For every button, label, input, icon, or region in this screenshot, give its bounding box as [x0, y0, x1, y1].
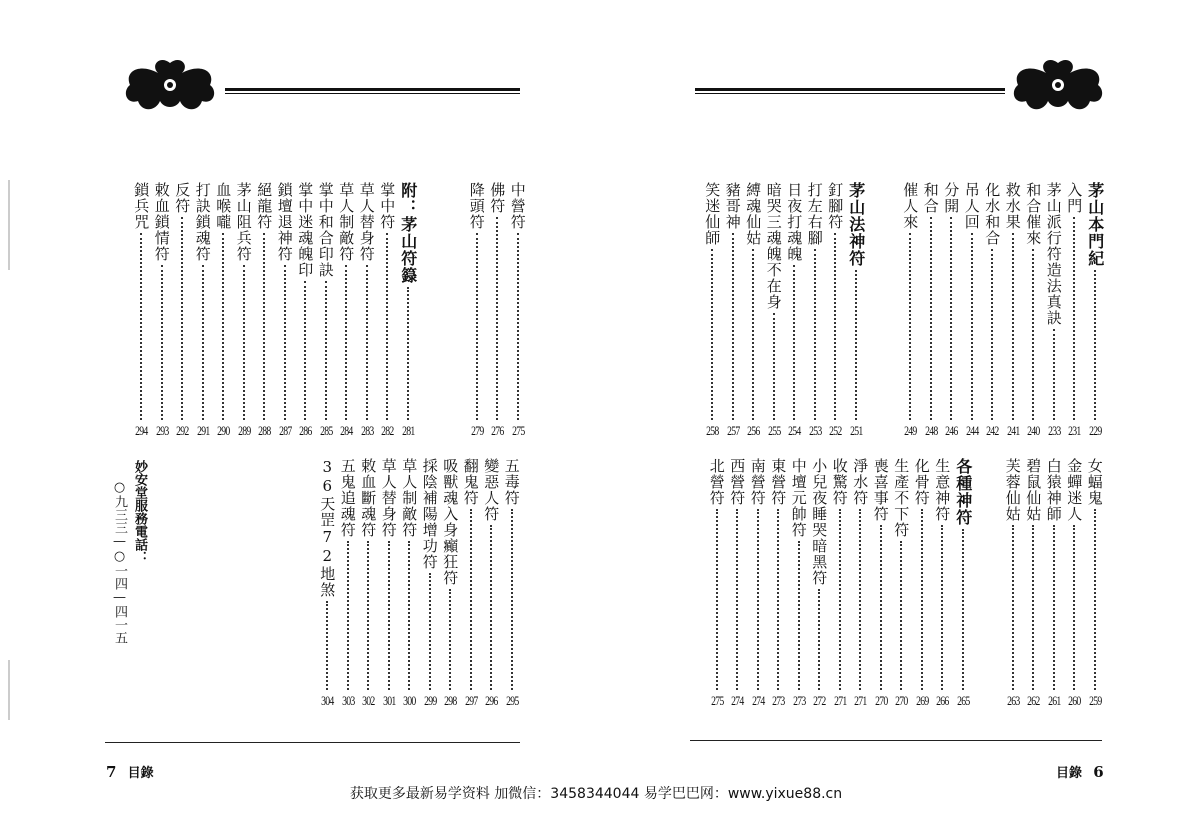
- entry-title: 茅山阻兵符: [234, 182, 253, 262]
- footer-rule: [105, 742, 520, 743]
- toc-entry: [748, 458, 769, 708]
- entry-title: 暗哭三魂魄不在身: [764, 182, 783, 310]
- entry-title: 芙蓉仙姑: [1003, 458, 1022, 522]
- dot-leader: [496, 217, 498, 420]
- toc-entry: [131, 182, 152, 438]
- entry-title: 催人來: [901, 182, 920, 230]
- dot-leader: [366, 265, 368, 420]
- dot-leader: [1053, 329, 1055, 420]
- entry-title: 北營符: [707, 458, 726, 506]
- entry-title: 掌中迷魂魄印: [296, 182, 315, 278]
- dot-leader: [950, 217, 952, 420]
- toc-entry: [743, 182, 764, 438]
- toc-entry: [784, 182, 805, 438]
- toc-entry: [1064, 182, 1085, 438]
- dot-leader: [1053, 525, 1055, 690]
- entry-page-number: 240: [1027, 423, 1040, 438]
- dot-leader: [517, 233, 519, 420]
- dot-leader: [222, 233, 224, 420]
- entry-title: 絕龍符: [255, 182, 274, 230]
- dot-leader: [818, 589, 820, 690]
- entry-page-number: 258: [706, 423, 719, 438]
- dot-leader: [880, 525, 882, 690]
- toc-entry: [399, 458, 420, 708]
- toc-entry: [1044, 182, 1065, 438]
- entry-page-number: 279: [470, 423, 483, 438]
- entry-page-number: 273: [772, 693, 785, 708]
- toc-entry: [1003, 458, 1024, 708]
- toc-entry: [825, 182, 846, 438]
- entry-title: 降頭符: [467, 182, 486, 230]
- entry-title: 南營符: [748, 458, 767, 506]
- footer-rule: [690, 740, 1102, 741]
- toc-entry: [357, 182, 378, 438]
- entry-title: 佛符: [488, 182, 507, 214]
- toc-entry: [941, 182, 962, 438]
- toc-entry: [481, 458, 502, 708]
- dot-leader: [855, 270, 857, 420]
- dot-leader: [470, 509, 472, 690]
- entry-title: 收驚符: [830, 458, 849, 506]
- entry-page-number: 251: [849, 423, 862, 438]
- entry-title: 草人替身符: [357, 182, 376, 262]
- toc-group: [900, 182, 1105, 438]
- entry-title: 笑迷仙師: [703, 182, 722, 246]
- toc-group: [131, 182, 418, 438]
- toc-entry: [338, 458, 359, 708]
- toc-entry: [702, 182, 723, 438]
- entry-title: 吸獸魂入身癲狂符: [441, 458, 460, 586]
- entry-title: 和合: [921, 182, 940, 214]
- dot-leader: [1073, 217, 1075, 420]
- toc-entry: [377, 182, 398, 438]
- entry-title: 分開: [942, 182, 961, 214]
- entry-title: 生產不下符: [892, 458, 911, 538]
- dot-leader: [1012, 525, 1014, 690]
- dot-leader: [777, 509, 779, 690]
- toc-entry: [912, 458, 933, 708]
- dot-leader: [1094, 509, 1096, 690]
- entry-page-number: 233: [1047, 423, 1060, 438]
- entry-page-number: 256: [747, 423, 760, 438]
- header-rule: [695, 88, 1005, 94]
- toc-entry: [768, 458, 789, 708]
- entry-title: 和合催來: [1024, 182, 1043, 246]
- entry-title: 縛魂仙姑: [744, 182, 763, 246]
- dot-leader: [752, 249, 754, 420]
- entry-title: 變惡人符: [482, 458, 501, 522]
- dot-leader: [757, 509, 759, 690]
- entry-page-number: 270: [895, 693, 908, 708]
- dot-leader: [407, 287, 409, 420]
- entry-page-number: 255: [767, 423, 780, 438]
- entry-page-number: 283: [360, 423, 373, 438]
- entry-title: 入門: [1065, 182, 1084, 214]
- entry-page-number: 297: [464, 693, 477, 708]
- entry-page-number: 248: [924, 423, 937, 438]
- toc-entry: [467, 182, 488, 438]
- entry-page-number: 253: [808, 423, 821, 438]
- dot-leader: [839, 509, 841, 690]
- dot-leader: [388, 541, 390, 690]
- entry-title: 東營符: [769, 458, 788, 506]
- entry-title: 鎖兵咒: [132, 182, 151, 230]
- entry-page-number: 300: [403, 693, 416, 708]
- toc-entry: [398, 182, 419, 438]
- entry-page-number: 276: [491, 423, 504, 438]
- entry-title: 西營符: [728, 458, 747, 506]
- entry-page-number: 269: [915, 693, 928, 708]
- entry-title: 日夜打魂魄: [785, 182, 804, 262]
- toc-group: [317, 458, 522, 708]
- entry-page-number: 303: [341, 693, 354, 708]
- entry-page-number: 254: [788, 423, 801, 438]
- toc-entry: [1064, 458, 1085, 708]
- toc-entry: [891, 458, 912, 708]
- dot-leader: [181, 217, 183, 420]
- entry-page-number: 275: [511, 423, 524, 438]
- toc-entry: [461, 458, 482, 708]
- entry-title: 化水和合: [983, 182, 1002, 246]
- entry-page-number: 284: [340, 423, 353, 438]
- entry-title: 喪喜事符: [871, 458, 890, 522]
- scan-edge-mark: [8, 180, 10, 270]
- entry-title: 掌中和合印訣: [316, 182, 335, 278]
- toc-entry: [317, 458, 338, 708]
- section-heading: 茅山本門紀: [1085, 182, 1105, 267]
- entry-title: 化骨符: [912, 458, 931, 506]
- toc-entry: [502, 458, 523, 708]
- entry-page-number: 244: [965, 423, 978, 438]
- toc-group: [702, 182, 866, 438]
- dot-leader: [476, 233, 478, 420]
- toc-entry: [1085, 182, 1106, 438]
- entry-title: 草人制敵符: [400, 458, 419, 538]
- toc-entry: [707, 458, 728, 708]
- toc-entry: [358, 458, 379, 708]
- entry-page-number: 257: [726, 423, 739, 438]
- toc-entry: [809, 458, 830, 708]
- dot-leader: [1094, 270, 1096, 420]
- dot-leader: [1073, 525, 1075, 690]
- dot-leader: [716, 509, 718, 690]
- entry-page-number: 287: [278, 423, 291, 438]
- entry-title: 翻鬼符: [461, 458, 480, 506]
- entry-title: 36天罡72地煞: [318, 458, 337, 598]
- entry-page-number: 285: [319, 423, 332, 438]
- toc-entry: [723, 182, 744, 438]
- dot-leader: [284, 265, 286, 420]
- footer-label: 目錄: [1056, 766, 1083, 781]
- dot-leader: [941, 525, 943, 690]
- entry-title: 血喉嚨: [214, 182, 233, 230]
- watermark-text: 获取更多最新易学资料 加微信：3458344044 易学巴巴网：www.yixue88.cn: [349, 786, 843, 802]
- dot-leader: [1012, 233, 1014, 420]
- dot-leader: [367, 541, 369, 690]
- dot-leader: [304, 281, 306, 420]
- toc-entry: [982, 182, 1003, 438]
- dot-leader: [386, 233, 388, 420]
- entry-title: 豬哥神: [723, 182, 742, 230]
- entry-title: 採陰補陽增功符: [420, 458, 439, 570]
- entry-title: 中壇元帥符: [789, 458, 808, 538]
- entry-page-number: 272: [813, 693, 826, 708]
- entry-page-number: 301: [382, 693, 395, 708]
- toc-entry: [871, 458, 892, 708]
- entry-page-number: 271: [833, 693, 846, 708]
- toc-entry: [953, 458, 974, 708]
- entry-page-number: 261: [1047, 693, 1060, 708]
- entry-title: 碧鼠仙姑: [1024, 458, 1043, 522]
- dot-leader: [1032, 525, 1034, 690]
- toc-entry: [316, 182, 337, 438]
- entry-page-number: 242: [986, 423, 999, 438]
- dot-leader: [243, 265, 245, 420]
- entry-page-number: 281: [401, 423, 414, 438]
- toc-entry: [213, 182, 234, 438]
- header-rule: [225, 88, 520, 94]
- dot-leader: [511, 509, 513, 690]
- entry-page-number: 289: [237, 423, 250, 438]
- toc-entry: [336, 182, 357, 438]
- toc-entry: [295, 182, 316, 438]
- dot-leader: [345, 265, 347, 420]
- toc-entry: [805, 182, 826, 438]
- toc-group: [1003, 458, 1106, 708]
- dot-leader: [773, 313, 775, 420]
- contact-label: 妙安堂服務電話：: [132, 460, 147, 564]
- dot-leader: [909, 233, 911, 420]
- entry-page-number: 263: [1006, 693, 1019, 708]
- entry-title: 鎖壇退神符: [275, 182, 294, 262]
- dot-leader: [711, 249, 713, 420]
- floral-ornament-icon: [1008, 55, 1108, 117]
- toc-entry: [420, 458, 441, 708]
- contact-phone: ○九三三—○一四—四一五: [112, 480, 127, 644]
- toc-entry: [379, 458, 400, 708]
- entry-page-number: 291: [196, 423, 209, 438]
- entry-page-number: 302: [362, 693, 375, 708]
- entry-page-number: 299: [423, 693, 436, 708]
- toc-entry: [254, 182, 275, 438]
- entry-title: 草人制敵符: [337, 182, 356, 262]
- entry-page-number: 274: [731, 693, 744, 708]
- entry-title: 掌中符: [378, 182, 397, 230]
- entry-title: 草人替身符: [379, 458, 398, 538]
- toc-group: [467, 182, 529, 438]
- toc-entry: [1003, 182, 1024, 438]
- entry-page-number: 266: [936, 693, 949, 708]
- entry-title: 敕血斷魂符: [359, 458, 378, 538]
- entry-title: 茅山派行符造法真訣: [1044, 182, 1063, 326]
- dot-leader: [429, 573, 431, 690]
- toc-entry: [727, 458, 748, 708]
- page-number: 6: [1093, 763, 1104, 781]
- toc-entry: [172, 182, 193, 438]
- entry-page-number: 229: [1088, 423, 1101, 438]
- entry-title: 白猿神師: [1044, 458, 1063, 522]
- dot-leader: [814, 249, 816, 420]
- dot-leader: [793, 265, 795, 420]
- entry-title: 五鬼追魂符: [338, 458, 357, 538]
- toc-entry: [846, 182, 867, 438]
- dot-leader: [449, 589, 451, 690]
- entry-page-number: 290: [217, 423, 230, 438]
- toc-entry: [193, 182, 214, 438]
- entry-title: 生意神符: [933, 458, 952, 522]
- toc-entry: [440, 458, 461, 708]
- entry-page-number: 265: [956, 693, 969, 708]
- dot-leader: [732, 233, 734, 420]
- toc-entry: [508, 182, 529, 438]
- entry-page-number: 304: [321, 693, 334, 708]
- dot-leader: [1032, 249, 1034, 420]
- toc-entry: [921, 182, 942, 438]
- dot-leader: [991, 249, 993, 420]
- dot-leader: [834, 233, 836, 420]
- toc-entry: [487, 182, 508, 438]
- floral-ornament-icon: [120, 55, 220, 117]
- dot-leader: [971, 233, 973, 420]
- dot-leader: [347, 541, 349, 690]
- entry-title: 打訣鎖魂符: [193, 182, 212, 262]
- entry-page-number: 252: [829, 423, 842, 438]
- page-number: 7: [106, 763, 117, 781]
- entry-title: 打左右腳: [805, 182, 824, 246]
- dot-leader: [490, 525, 492, 690]
- entry-title: 敕血鎖情符: [152, 182, 171, 262]
- dot-leader: [202, 265, 204, 420]
- entry-page-number: 298: [444, 693, 457, 708]
- left-footer: [106, 762, 154, 781]
- dot-leader: [736, 509, 738, 690]
- entry-page-number: 274: [751, 693, 764, 708]
- entry-page-number: 275: [710, 693, 723, 708]
- toc-entry: [234, 182, 255, 438]
- scan-edge-mark: [8, 660, 10, 720]
- toc-entry: [1023, 458, 1044, 708]
- dot-leader: [962, 529, 964, 690]
- entry-page-number: 262: [1027, 693, 1040, 708]
- entry-page-number: 295: [505, 693, 518, 708]
- entry-title: 中營符: [508, 182, 527, 230]
- entry-title: 釘腳符: [826, 182, 845, 230]
- dot-leader: [325, 281, 327, 420]
- toc-entry: [275, 182, 296, 438]
- toc-entry: [962, 182, 983, 438]
- entry-page-number: 273: [792, 693, 805, 708]
- toc-entry: [1023, 182, 1044, 438]
- entry-title: 女蝠鬼: [1085, 458, 1104, 506]
- section-heading: 茅山法神符: [846, 182, 866, 267]
- dot-leader: [900, 541, 902, 690]
- entry-page-number: 241: [1006, 423, 1019, 438]
- dot-leader: [140, 233, 142, 420]
- entry-title: 吊人回: [962, 182, 981, 230]
- toc-entry: [850, 458, 871, 708]
- toc-entry: [830, 458, 851, 708]
- dot-leader: [161, 265, 163, 420]
- entry-page-number: 292: [176, 423, 189, 438]
- section-heading: 附：茅山符籙: [398, 182, 418, 284]
- toc-entry: [764, 182, 785, 438]
- toc-entry: [900, 182, 921, 438]
- entry-page-number: 288: [258, 423, 271, 438]
- dot-leader: [859, 509, 861, 690]
- dot-leader: [921, 509, 923, 690]
- entry-title: 五毒符: [502, 458, 521, 506]
- right-footer: [1056, 762, 1104, 781]
- entry-page-number: 294: [135, 423, 148, 438]
- dot-leader: [263, 233, 265, 420]
- toc-entry: [152, 182, 173, 438]
- entry-page-number: 231: [1068, 423, 1081, 438]
- toc-entry: [1085, 458, 1106, 708]
- dot-leader: [326, 601, 328, 690]
- toc-entry: [932, 458, 953, 708]
- entry-page-number: 246: [945, 423, 958, 438]
- entry-page-number: 271: [854, 693, 867, 708]
- entry-title: 小兒夜睡哭暗黑符: [810, 458, 829, 586]
- entry-page-number: 249: [904, 423, 917, 438]
- entry-page-number: 282: [381, 423, 394, 438]
- entry-page-number: 296: [485, 693, 498, 708]
- dot-leader: [798, 541, 800, 690]
- entry-page-number: 260: [1068, 693, 1081, 708]
- footer-label: 目錄: [127, 766, 154, 781]
- dot-leader: [930, 217, 932, 420]
- entry-page-number: 270: [874, 693, 887, 708]
- entry-title: 淨水符: [851, 458, 870, 506]
- dot-leader: [408, 541, 410, 690]
- entry-page-number: 293: [155, 423, 168, 438]
- toc-entry: [789, 458, 810, 708]
- toc-entry: [1044, 458, 1065, 708]
- entry-title: 金蟬迷人: [1065, 458, 1084, 522]
- section-heading: 各種神符: [953, 458, 973, 526]
- entry-title: 反符: [173, 182, 192, 214]
- entry-title: 救水果: [1003, 182, 1022, 230]
- toc-group: [707, 458, 974, 708]
- entry-page-number: 259: [1088, 693, 1101, 708]
- entry-page-number: 286: [299, 423, 312, 438]
